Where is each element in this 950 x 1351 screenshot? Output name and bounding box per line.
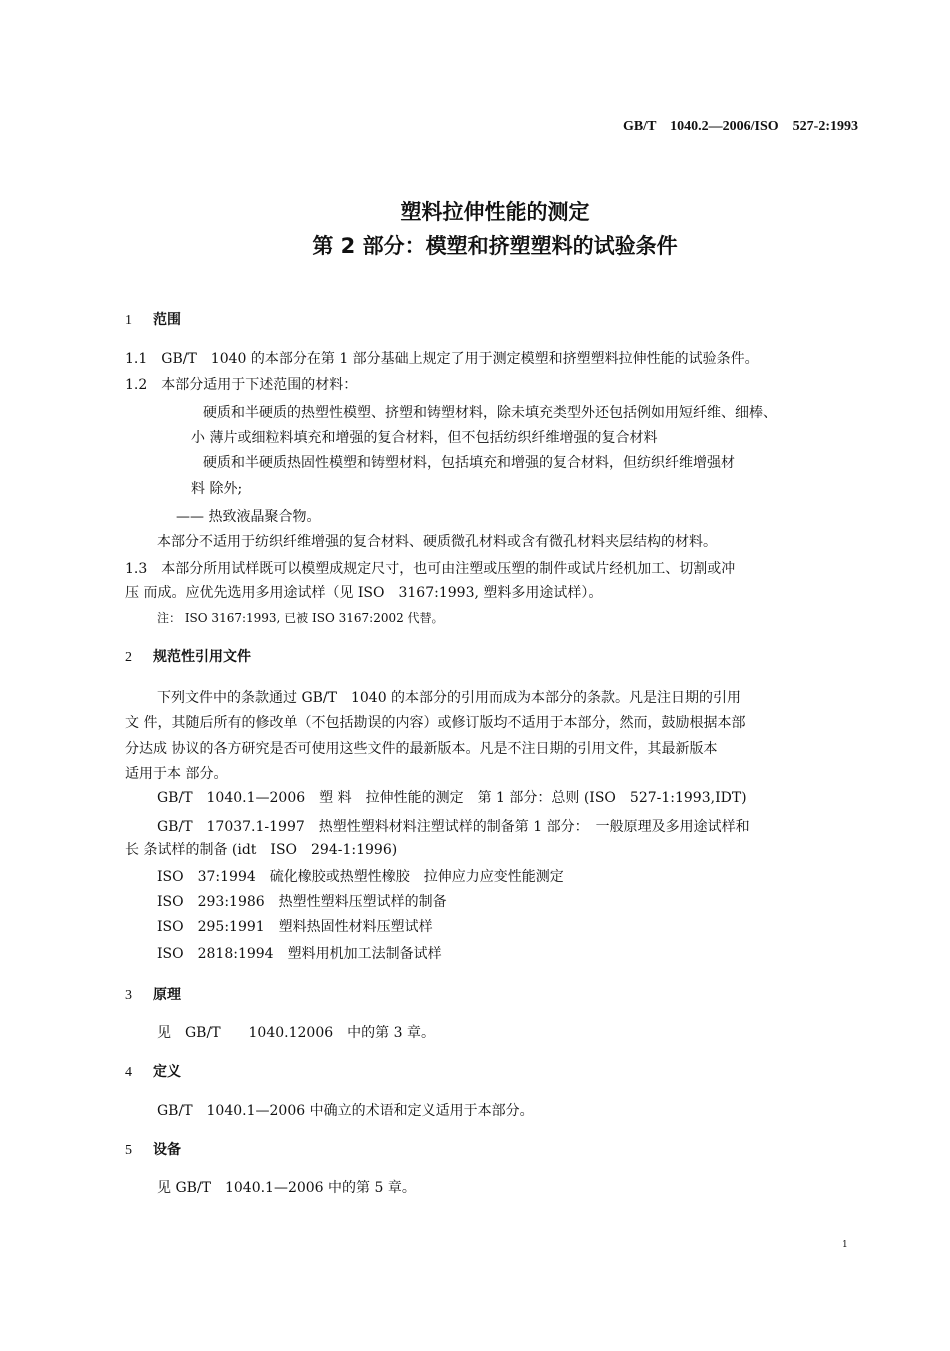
reference-item: ISO 37:1994 硫化橡胶或热塑性橡胶 拉伸应力应变性能测定 — [157, 869, 564, 885]
clause-1-1: 1.1 GB/T 1040 的本部分在第 1 部分基础上规定了用于测定模塑和挤塑塑料拉伸性能的试验条件。 — [125, 351, 759, 367]
section-title: 原理 — [153, 987, 181, 1003]
document-title: 塑料拉伸性能的测定 — [400, 200, 590, 224]
section-title: 设备 — [153, 1142, 181, 1158]
intro-paragraph-line: 下列文件中的条款通过 GB/T 1040 的本部分的引用而成为本部分的条款。凡是注日期的引用 — [157, 690, 742, 706]
section-2-heading — [125, 646, 251, 666]
intro-paragraph-line: 文 件，其随后所有的修改单（不包括勘误的内容）或修订版均不适用于本部分，然而，鼓励根据本部 — [125, 715, 746, 731]
clause-1-3: 1.3 本部分所用试样既可以模塑成规定尺寸，也可由注塑或压塑的制件或试片经机加工、切割或冲 — [125, 561, 736, 577]
section-3-body: 见 GB/T 1040.12006 中的第 3 章。 — [157, 1025, 435, 1041]
reference-item-continued: 长 条试样的制备 (idt ISO 294-1:1996) — [125, 842, 398, 858]
note: 注： ISO 3167:1993, 已被 ISO 3167:2002 代替。 — [157, 611, 444, 625]
section-number: 2 — [125, 650, 132, 665]
section-title: 规范性引用文件 — [153, 649, 251, 665]
intro-paragraph-line: 适用于本 部分。 — [125, 766, 228, 782]
reference-item: ISO 295:1991 塑料热固性材料压塑试样 — [157, 919, 433, 935]
section-number: 5 — [125, 1143, 132, 1158]
intro-paragraph-line: 分达成 协议的各方研究是否可使用这些文件的最新版本。凡是不注日期的引用文件，其最新版本 — [125, 741, 718, 757]
section-1-heading — [125, 309, 181, 329]
section-4-body: GB/T 1040.1—2006 中确立的术语和定义适用于本部分。 — [157, 1103, 534, 1119]
standard-id-header: GB/T 1040.2—2006/ISO 527-2:1993 — [622, 119, 858, 134]
list-item: 硬质和半硬质热固性模塑和铸塑材料，包括填充和增强的复合材料，但纺织纤维增强材 — [203, 455, 735, 471]
reference-item: GB/T 17037.1-1997 热塑性塑料材料注塑试样的制备第 1 部分： 一般原理及多用途试样和 — [157, 819, 750, 835]
reference-item: ISO 293:1986 热塑性塑料压塑试样的制备 — [157, 894, 447, 910]
section-number: 1 — [125, 313, 132, 328]
document-subtitle: 第 2 部分：模塑和挤塑塑料的试验条件 — [312, 234, 678, 258]
clause-1-2: 1.2 本部分适用于下述范围的材料： — [125, 377, 358, 393]
section-4-heading — [125, 1061, 181, 1081]
section-title: 定义 — [153, 1064, 181, 1080]
section-title: 范围 — [153, 312, 181, 328]
section-5-body: 见 GB/T 1040.1—2006 中的第 5 章。 — [157, 1180, 416, 1196]
list-item-continued: 料 除外; — [191, 481, 243, 497]
list-item-continued: 小 薄片或细粒料填充和增强的复合材料，但不包括纺织纤维增强的复合材料 — [191, 430, 658, 446]
section-5-heading — [125, 1139, 181, 1159]
list-item: —— 热致液晶聚合物。 — [176, 509, 321, 525]
reference-item: ISO 2818:1994 塑料用机加工法制备试样 — [157, 946, 442, 962]
section-number: 3 — [125, 988, 132, 1003]
section-number: 4 — [125, 1065, 132, 1080]
clause-1-3-continued: 压 而成。应优先选用多用途试样（见 ISO 3167:1993, 塑料多用途试样）。 — [125, 585, 603, 601]
page-number: 1 — [842, 1240, 848, 1250]
section-3-heading — [125, 984, 181, 1004]
exclusion-paragraph: 本部分不适用于纺织纤维增强的复合材料、硬质微孔材料或含有微孔材料夹层结构的材料。 — [157, 534, 717, 550]
list-item: 硬质和半硬质的热塑性模塑、挤塑和铸塑材料，除未填充类型外还包括例如用短纤维、细棒、 — [203, 405, 777, 421]
reference-item: GB/T 1040.1—2006 塑 料 拉伸性能的测定 第 1 部分：总则 (ISO 527-1:1993,IDT) — [157, 790, 747, 806]
